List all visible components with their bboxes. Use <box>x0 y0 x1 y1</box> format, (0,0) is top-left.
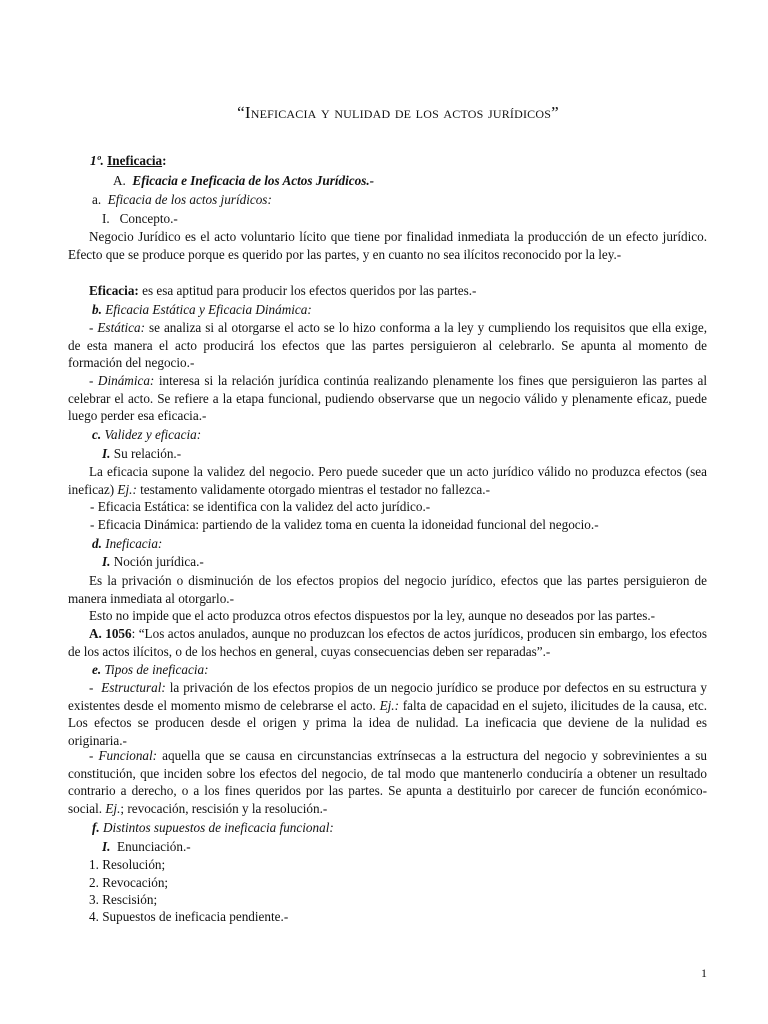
heading-f-I-marker: I. <box>102 839 111 854</box>
dash-item-2-text: - Eficacia Dinámica: partiendo de la validez toma en cuenta la idoneidad funcional del negocio.- <box>90 517 599 532</box>
dash-item-eficacia-dinamica <box>90 516 599 533</box>
estatica-dash: - <box>89 320 98 335</box>
list-item-text: 4. Supuestos de ineficacia pendiente.- <box>89 909 289 924</box>
paragraph-privacion-text: Es la privación o disminución de los efectos propios del negocio jurídico, efectos que las partes persiguieron de manera inmediata al otorgarlo.- <box>68 573 707 606</box>
articulo-1056-colon: : <box>131 626 136 641</box>
validez-ej: Ej.: <box>117 481 137 497</box>
heading-d-I-text: Noción jurídica.- <box>113 554 204 569</box>
section-heading-ineficacia <box>90 152 167 169</box>
estatica-text: se analiza si al otorgarse el acto se lo hizo conforma a la ley y cumpliendo los requisitos que ella exige, de esta manera el acto producirá los efectos que las partes persiguieron al celebrarlo. Se apunta al momento de formación del negocio.- <box>68 320 707 371</box>
heading-e <box>92 661 208 678</box>
list-item-text: 1. Resolución; <box>89 857 166 872</box>
heading-c <box>92 426 201 443</box>
validez-text: La eficacia supone la validez del negocio. Pero puede suceder que un acto jurídico válido no produzca efectos (sea ineficaz) <box>68 464 707 497</box>
section-number: 1º. <box>90 153 104 168</box>
heading-a-I-marker: I. <box>102 211 110 226</box>
page-number: 1 <box>701 966 707 980</box>
heading-A <box>113 172 374 189</box>
heading-b <box>92 301 312 318</box>
list-item <box>89 891 157 908</box>
heading-f <box>92 819 334 836</box>
funcional-text: aquella que se causa en circunstancias extrínsecas a la estructura del negocio y sobrevinientes a su constitución, que inciden sobre los efectos del negocio, de tal modo que mantenerlo conduciría a obtener un resultado contrario a derecho, o a los fines queridos por las partes. Se apunta a destituirlo por carecer de función económico-social. <box>68 748 707 816</box>
heading-A-marker: A. <box>113 173 126 188</box>
estructural-ej: Ej.: <box>379 697 399 713</box>
paragraph-negocio-text: Negocio Jurídico es el acto voluntario lícito que tiene por finalidad inmediata la producción de un efecto jurídico. Efecto que se produce porque es querido por las partes, y en cuanto no sea ilícitos reconocido por la ley.- <box>68 229 707 262</box>
paragraph-privacion <box>68 572 707 607</box>
heading-c-I <box>102 445 181 462</box>
heading-d-I <box>102 553 204 570</box>
heading-d-text: Ineficacia: <box>105 536 163 551</box>
definition-eficacia-text: es esa aptitud para producir los efectos queridos por las partes.- <box>142 283 477 298</box>
dinamica-dash: - <box>89 373 98 388</box>
section-label: Ineficacia <box>107 153 163 168</box>
definition-eficacia-term: Eficacia: <box>89 283 139 298</box>
estructural-dash: - <box>89 680 98 695</box>
heading-b-text: Eficacia Estática y Eficacia Dinámica: <box>105 302 312 317</box>
heading-e-text: Tipos de ineficacia: <box>104 662 209 677</box>
heading-f-I-text: Enunciación.- <box>117 839 191 854</box>
estructural-term: Estructural: <box>101 680 166 695</box>
section-colon: : <box>162 153 167 168</box>
heading-c-marker: c. <box>92 427 102 442</box>
paragraph-dinamica <box>68 372 707 425</box>
heading-d-I-marker: I. <box>102 554 111 569</box>
estatica-term: Estática: <box>97 320 145 335</box>
list-item-text: 3. Rescisión; <box>89 892 158 907</box>
paragraph-esto-no-impide <box>89 607 655 624</box>
paragraph-articulo-1056 <box>68 625 707 660</box>
heading-f-text: Distintos supuestos de ineficacia funcional: <box>103 820 334 835</box>
estructural-text: la privación de los efectos propios de un negocio jurídico se produce por defectos en su estructura y existentes desde el momento mismo de celebrarse el acto. <box>68 680 708 713</box>
dinamica-term: Dinámica: <box>97 373 155 388</box>
heading-b-marker: b. <box>92 302 102 317</box>
funcional-rest: ; revocación, rescisión y la resolución.- <box>120 800 328 816</box>
articulo-1056-ref: A. 1056 <box>89 626 132 641</box>
heading-a-text: Eficacia de los actos jurídicos: <box>107 192 272 207</box>
paragraph-validez <box>68 463 707 498</box>
paragraph-estructural <box>68 679 707 749</box>
funcional-ej: Ej. <box>105 800 121 816</box>
paragraph-funcional <box>68 747 707 817</box>
dinamica-text: interesa si la relación jurídica continúa realizando plenamente los fines que persiguieron las partes al celebrar el acto. Se refiere a la etapa funcional, pudiendo observarse que un negocio válido y plenamente eficaz, puede luego perder esa eficacia.- <box>68 373 707 424</box>
dash-item-1-text: - Eficacia Estática: se identifica con la validez del acto jurídico.- <box>90 499 431 514</box>
paragraph-estatica <box>68 319 707 372</box>
heading-c-text: Validez y eficacia: <box>104 427 202 442</box>
funcional-term: Funcional: <box>98 748 158 763</box>
list-item <box>89 856 165 873</box>
validez-rest: testamento validamente otorgado mientras el testador no fallezca.- <box>140 481 490 497</box>
heading-a-I-text: Concepto.- <box>119 211 178 226</box>
list-item <box>89 908 288 925</box>
articulo-1056-body <box>68 625 707 660</box>
heading-d <box>92 535 162 552</box>
heading-A-text: Eficacia e Ineficacia de los Actos Jurídicos.- <box>132 173 375 188</box>
heading-a <box>92 191 272 208</box>
paragraph-validez-body <box>68 463 707 498</box>
heading-c-I-text: Su relación.- <box>113 446 182 461</box>
estructural-rest: falta de capacidad en el sujeto, ilicitudes de la causa, etc. Los efectos se producen desde el origen y prima la idea de nulidad. La ineficacia que deviene de la nulidad es originaria.- <box>68 697 708 748</box>
heading-d-marker: d. <box>92 536 102 551</box>
articulo-1056-text: “Los actos anulados, aunque no produzcan los efectos de actos jurídicos, producen sin embargo, los efectos de los actos ilícitos, o de los hechos en general, cuyas consecuencias deben ser reparadas”.- <box>68 626 708 659</box>
paragraph-estatica-body <box>68 319 707 372</box>
definition-eficacia <box>89 282 476 299</box>
document-title <box>89 103 707 123</box>
title-text: “Ineficacia y nulidad de los actos jurídicos” <box>237 103 559 122</box>
heading-e-marker: e. <box>92 662 102 677</box>
paragraph-funcional-body <box>68 747 707 817</box>
heading-f-marker: f. <box>92 820 100 835</box>
list-item <box>89 874 168 891</box>
dash-item-eficacia-estatica <box>90 498 430 515</box>
paragraph-esto-text: Esto no impide que el acto produzca otros efectos dispuestos por la ley, aunque no deseados por las partes.- <box>89 608 656 623</box>
list-item-text: 2. Revocación; <box>89 875 169 890</box>
funcional-dash: - <box>89 748 99 763</box>
paragraph-negocio-juridico <box>68 228 707 263</box>
heading-a-I <box>102 210 178 227</box>
heading-f-I <box>102 838 191 855</box>
paragraph-dinamica-body <box>68 372 707 425</box>
heading-c-I-marker: I. <box>102 446 111 461</box>
paragraph-estructural-body <box>68 679 707 749</box>
heading-a-marker: a. <box>92 192 102 207</box>
